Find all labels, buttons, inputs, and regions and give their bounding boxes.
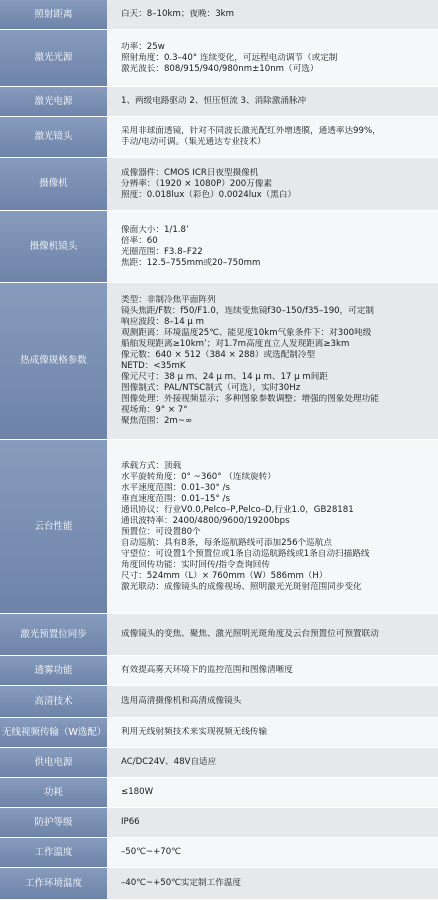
spec-value-line: 聚焦范围：2m~∞: [121, 416, 193, 426]
spec-value-line: 手动/电动可调。（集光通达专业技术）: [121, 137, 266, 147]
spec-value-line: 图像处理：外接视频显示；多种图象参数调整；增强的图象处理功能: [121, 394, 379, 404]
spec-value-line: 垂直速度范围：0.01–15° /s: [121, 493, 230, 504]
spec-label: 高清技术: [0, 686, 107, 718]
spec-value-line: 利用无线射频技术来实现视频无线传输: [121, 727, 268, 737]
spec-row: [0, 808, 438, 838]
spec-value-line: 激光联动：成像镜头的成像视场、照明激光光斑射范围同步变化: [121, 581, 362, 592]
spec-value-line: 像元数：640 × 512（384 × 288）或选配制冷型: [121, 350, 316, 360]
spec-value-line: 尺寸：524mm（L）× 760mm（W）586mm（H）: [121, 570, 328, 581]
spec-value-line: 观测距离：环境温度25℃、能见度10km气象条件下：对300吨级: [121, 328, 372, 338]
spec-value: [107, 686, 438, 718]
spec-value-line: 分辨率：（1920 × 1080P）200万像素: [121, 178, 273, 189]
spec-label: 云台性能: [0, 440, 107, 614]
spec-row: [0, 748, 438, 778]
spec-value-line: 预置位：可设置80个: [121, 526, 201, 537]
spec-label: 激光光源: [0, 30, 107, 87]
spec-row: [0, 117, 438, 158]
spec-row: [0, 718, 438, 748]
spec-label: 激光镜头: [0, 117, 107, 158]
spec-value-line: 承载方式：顶载: [121, 460, 182, 471]
spec-row: [0, 30, 438, 87]
spec-row: [0, 87, 438, 117]
spec-value: [107, 0, 438, 30]
spec-value-line: 采用非球面透镜，针对不同波长激光配红外增透膜，通透率达99%，: [121, 126, 381, 136]
spec-row: [0, 283, 438, 440]
spec-value-line: 焦距：12.5–755mm或20–750mm: [121, 257, 261, 268]
spec-value: [107, 808, 438, 838]
spec-row: [0, 868, 438, 900]
spec-value-line: IP66: [121, 817, 140, 827]
spec-value-line: 响应波段：8–14 μ m: [121, 317, 204, 327]
spec-label: 激光电源: [0, 87, 107, 117]
spec-value: [107, 87, 438, 117]
spec-row: [0, 778, 438, 808]
spec-row: [0, 0, 438, 30]
spec-label: 防护等级: [0, 808, 107, 838]
spec-value-line: 守望位：可设置1个预置位或1条自动巡航路线或1条自动扫描路线: [121, 548, 370, 559]
spec-value: [107, 158, 438, 211]
spec-row: [0, 838, 438, 868]
spec-value-line: 成像器件：CMOS ICR日夜型摄像机: [121, 167, 259, 178]
spec-value-line: 通讯协议：行业V0.0,Pelco–P,Pelco–D,行业1.0，GB28181: [121, 504, 354, 515]
spec-label: 工作环境温度: [0, 868, 107, 900]
spec-label: 摄像机镜头: [0, 211, 107, 283]
spec-value-line: 光圈范围：F3.8–F22: [121, 246, 203, 257]
spec-value-line: 水平速度范围：0.01–30° /s: [121, 482, 230, 493]
spec-value-line: 角度回传功能：实时回传/指令查询回传: [121, 559, 270, 570]
spec-value: [107, 838, 438, 868]
spec-label: 热成像规格参数: [0, 283, 107, 440]
spec-value: [107, 718, 438, 748]
spec-label: 供电电源: [0, 748, 107, 778]
spec-row: [0, 158, 438, 211]
spec-label: 无线视频传输（W选配）: [0, 718, 107, 748]
spec-value: [107, 30, 438, 87]
spec-label: 工作温度: [0, 838, 107, 868]
spec-value-line: 选用高清摄像机和高清成像镜头: [121, 696, 242, 706]
spec-value-line: 成像镜头的变焦、聚焦、激光照明光斑角度及云台预置位可预置联动: [121, 629, 379, 639]
spec-row: [0, 686, 438, 718]
spec-row: [0, 211, 438, 283]
spec-value-line: 图像制式：PAL/NTSC制式（可选），实时30Hz: [121, 383, 301, 393]
spec-value-line: –50℃~+70℃: [121, 847, 181, 857]
spec-value-line: 照度：0.018lux（彩色）0.0024lux（黑白）: [121, 189, 297, 200]
spec-value: [107, 656, 438, 686]
spec-value-line: 通讯波特率：2400/4800/9600/19200bps: [121, 515, 290, 526]
spec-value-line: 船舶发现距离≥10km’；对1.7m高度直立人发现距离≥3km: [121, 339, 350, 349]
spec-label: 功耗: [0, 778, 107, 808]
spec-value-line: 视场角：9° × 7°: [121, 405, 188, 415]
spec-value-line: ≤180W: [121, 787, 154, 797]
spec-value: [107, 868, 438, 900]
spec-value-line: 照射角度：0.3–40° 连续变化，可远程电动调节（或定制: [121, 52, 338, 63]
spec-row: [0, 614, 438, 656]
spec-value-line: –40℃~+50℃实定制工作温度: [121, 878, 242, 888]
spec-value-line: 白天：8–10km；夜晚：3km: [121, 9, 235, 19]
spec-value: [107, 211, 438, 283]
spec-row: [0, 440, 438, 614]
spec-value-line: 镜头焦距/F数：f50/F1.0，连续变焦镜f30–150/f35–190，可定制: [121, 306, 375, 316]
spec-value: [107, 778, 438, 808]
spec-label: 激光预置位同步: [0, 614, 107, 656]
spec-value: [107, 440, 438, 614]
spec-value: [107, 614, 438, 656]
spec-value-line: 激光波长：808/915/940/980nm±10nm（可选）: [121, 63, 319, 74]
spec-value-line: 有效提高雾天环境下的监控范围和图像清晰度: [121, 665, 293, 675]
spec-value-line: NETD：<35mK: [121, 361, 186, 371]
spec-value-line: 倍率：60: [121, 235, 158, 246]
spec-value-line: 像元尺寸：38 μ m、24 μ m、14 μ m、17 μ m间距: [121, 372, 328, 382]
spec-value-line: 像面大小：1/1.8’: [121, 224, 189, 235]
spec-value-line: 类型：非制冷焦平面阵列: [121, 295, 216, 305]
spec-value-line: 1、两级电路驱动 2、恒压恒流 3、消除激涌脉冲: [121, 96, 307, 106]
spec-label: 照射距离: [0, 0, 107, 30]
spec-row: [0, 656, 438, 686]
spec-label: 摄像机: [0, 158, 107, 211]
spec-label: 透雾功能: [0, 656, 107, 686]
spec-value: [107, 117, 438, 158]
spec-value-line: 水平旋转角度：0° ~360° （连续旋转）: [121, 471, 276, 482]
spec-value-line: AC/DC24V、48V自适应: [121, 757, 217, 767]
spec-value-line: 功率：25w: [121, 41, 165, 52]
spec-value: [107, 283, 438, 440]
spec-value-line: 自动巡航：具有8条，每条巡航路线可添加256个巡航点: [121, 537, 332, 548]
spec-value: [107, 748, 438, 778]
